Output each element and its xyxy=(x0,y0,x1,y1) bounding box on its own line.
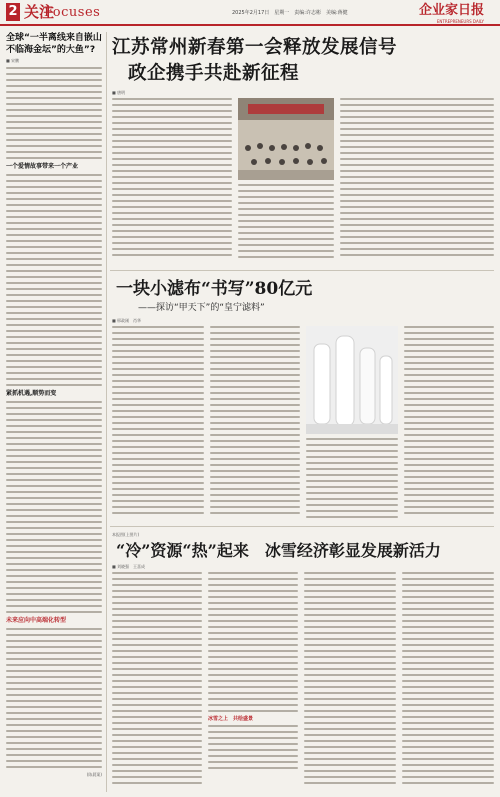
issue-info: 2025年2月17日 星期一 责编:许志彬 美编:蒋健 xyxy=(232,10,348,16)
left-body-1 xyxy=(6,67,102,159)
masthead-logo: 企业家日报 xyxy=(418,3,484,18)
section-title-en: Focuses xyxy=(44,5,101,20)
third-body-col2 xyxy=(208,572,298,792)
filter-product-photo xyxy=(306,326,398,434)
second-byline: ■ 邢政刚 肖华 xyxy=(112,318,142,323)
third-body-col1 xyxy=(112,572,202,792)
left-body-4 xyxy=(6,628,102,768)
left-body-2 xyxy=(6,174,102,386)
section-rule-1 xyxy=(110,270,494,271)
left-subhead-2: 紧抓机遇,顺势而变 xyxy=(6,390,57,397)
header-rule xyxy=(0,24,500,26)
third-photo-caption: 本报图(上图片) xyxy=(112,532,140,537)
second-subtitle: ——探访“甲天下”的“皇宁滤料” xyxy=(138,303,265,313)
conference-photo xyxy=(238,98,334,180)
second-body-col1 xyxy=(112,326,204,522)
third-body-col4 xyxy=(402,572,494,792)
left-subhead-1: 一个爱情故事带来一个产业 xyxy=(6,163,79,170)
main-body-col2 xyxy=(238,184,334,266)
third-title: “冷”资源“热”起来 冰雪经济彰显发展新活力 xyxy=(116,541,441,560)
second-title: 一块小滤布“书写”80亿元 xyxy=(116,279,313,299)
second-body-col2 xyxy=(210,326,300,522)
third-subhead: 冰雪之上 共绘盛景 xyxy=(208,716,254,722)
main-body-col1 xyxy=(112,98,232,266)
second-body-col4 xyxy=(306,438,398,522)
section-number: 2 xyxy=(6,3,20,21)
left-byline: ■ 宋鹏 xyxy=(6,58,20,63)
page-header xyxy=(0,0,500,30)
left-end-note: (陈晨案) xyxy=(86,772,102,777)
masthead-logo-en: ENTREPRENEURS DAILY xyxy=(436,19,484,24)
filter-product-graphic xyxy=(306,326,398,434)
second-body-col3 xyxy=(404,326,494,522)
main-title-line2: 政企携手共赴新征程 xyxy=(128,63,300,84)
column-divider xyxy=(106,32,107,792)
left-article xyxy=(6,32,102,792)
main-title-line1: 江苏常州新春第一会释放发展信号 xyxy=(112,37,398,58)
main-body-col3 xyxy=(340,98,494,266)
left-subhead-3: 未来应向中高端化转型 xyxy=(6,617,67,624)
third-byline: ■ 刘晓强 王喜成 xyxy=(112,564,146,569)
conference-photo-graphic xyxy=(238,98,334,180)
left-body-3 xyxy=(6,401,102,613)
section-title: 关注 xyxy=(24,3,55,21)
third-body-col3 xyxy=(304,572,396,792)
main-byline: ■ 唐明 xyxy=(112,90,126,95)
left-headline: 全球“一半离线来自嵌山不临海金坛”的大鱼”? xyxy=(6,33,102,55)
section-rule-2 xyxy=(110,526,494,527)
